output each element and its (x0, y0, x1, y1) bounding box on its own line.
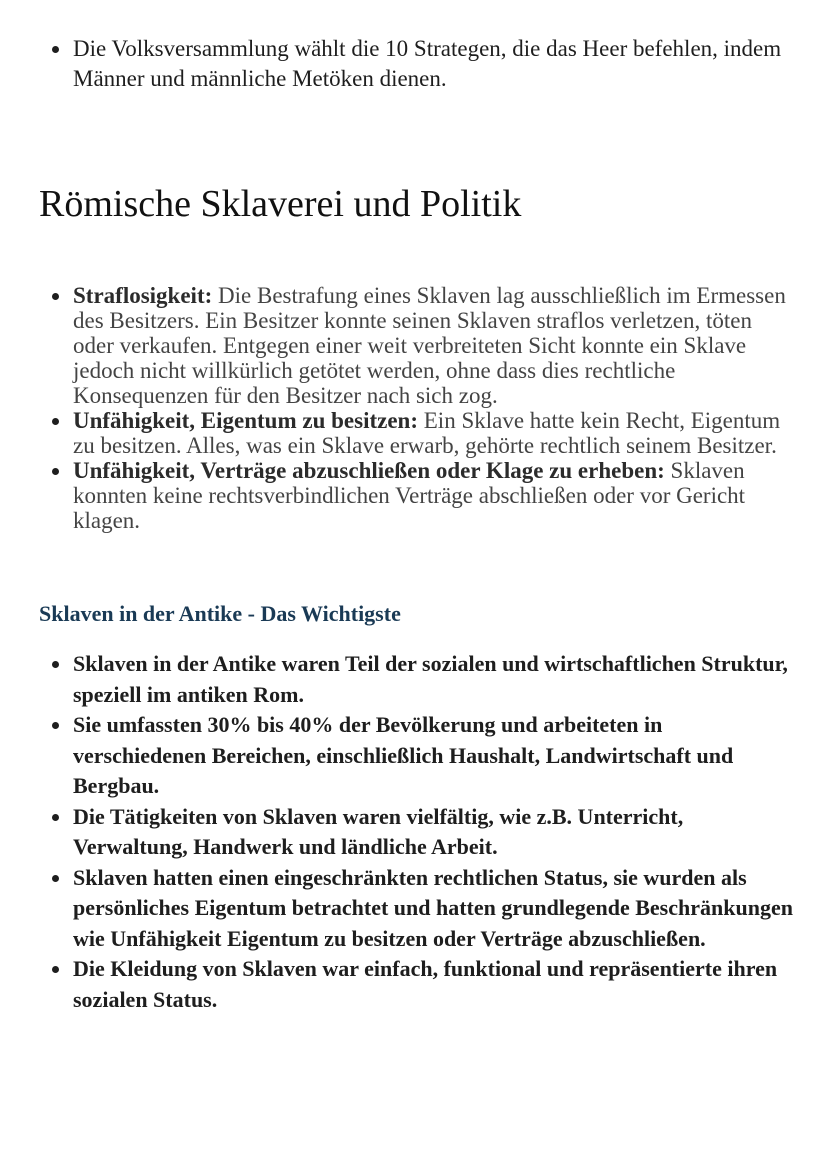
list-item: Sklaven in der Antike waren Teil der sozialen und wirtschaftlichen Struktur, speziell im antiken Rom. (0, 649, 800, 710)
list-item: Sklaven hatten einen eingeschränkten rechtlichen Status, sie wurden als persönliches Eigentum betrachtet und hatten grundlegende Beschränkungen wie Unfähigkeit Eigentum zu besitzen oder Verträge abzuschließen. (0, 863, 800, 955)
roman-slavery-list (0, 283, 790, 533)
intro-bullet-list (0, 34, 790, 94)
list-item-property (0, 408, 790, 458)
term-description: Ein Sklave hatte kein Recht, Eigentum zu besitzen. Alles, was ein Sklave erwarb, gehörte rechtlich seinem Besitzer. (73, 408, 781, 458)
term-description: Sklaven konnten keine rechtsverbindlichen Verträge abschließen oder vor Gericht klagen. (73, 458, 746, 533)
list-item: Sie umfassten 30% bis 40% der Bevölkerung und arbeiteten in verschiedenen Bereichen, einschließlich Haushalt, Landwirtschaft und Bergbau. (0, 710, 800, 802)
section-title: Römische Sklaverei und Politik (39, 183, 522, 225)
term-label: Unfähigkeit, Eigentum zu besitzen: (73, 408, 418, 433)
list-item-impunity (0, 283, 790, 408)
list-item-contracts (0, 458, 790, 533)
list-item: Die Tätigkeiten von Sklaven waren vielfältig, wie z.B. Unterricht, Verwaltung, Handwerk und ländliche Arbeit. (0, 802, 800, 863)
summary-heading: Sklaven in der Antike - Das Wichtigste (39, 601, 401, 626)
term-label: Straflosigkeit: (73, 283, 213, 308)
term-label: Unfähigkeit, Verträge abzuschließen oder Klage zu erheben: (73, 458, 665, 483)
term-description: Die Bestrafung eines Sklaven lag ausschließlich im Ermessen des Besitzers. Ein Besitzer konnte seinen Sklaven straflos verletzen, töten oder verkaufen. Entgegen einer weit verbreiteten Sicht konnte ein Sklave jedoch nicht willkürlich getötet werden, ohne dass dies rechtliche Konsequenzen für den Besitzer nach sich zog. (73, 283, 786, 408)
list-item: Die Volksversammlung wählt die 10 Strategen, die das Heer befehlen, indem Männer und männliche Metöken dienen. (0, 34, 790, 94)
summary-bullet-list (0, 649, 800, 1015)
list-item: Die Kleidung von Sklaven war einfach, funktional und repräsentierte ihren sozialen Status. (0, 954, 800, 1015)
